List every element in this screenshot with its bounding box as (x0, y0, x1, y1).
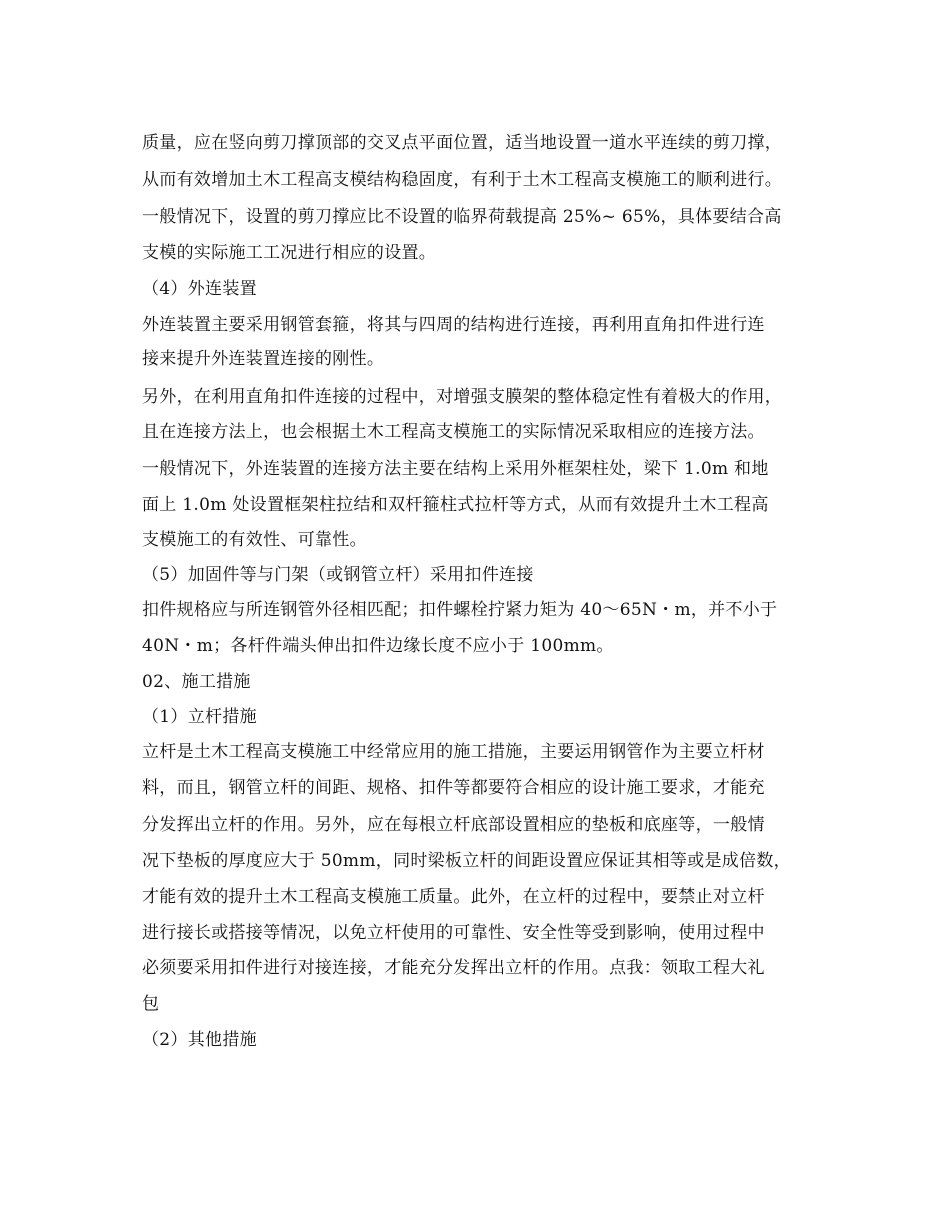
section-heading: （4）外连装置 (142, 279, 257, 299)
text-line: 质量，应在竖向剪刀撑顶部的交叉点平面位置，适当地设置一道水平连续的剪刀撑， (142, 133, 783, 153)
section-heading: （5）加固件等与门架（或钢管立杆）采用扣件连接 (142, 565, 534, 585)
text-line: 必须要采用扣件进行对接连接，才能充分发挥出立杆的作用。点我：领取工程大礼 (142, 958, 765, 978)
section-heading: 02、施工措施 (142, 672, 251, 692)
text-line: 立杆是土木工程高支模施工中经常应用的施工措施，主要运用钢管作为主要立杆材 (142, 742, 765, 762)
text-line: 才能有效的提升土木工程高支模施工质量。此外，在立杆的过程中，要禁止对立杆 (142, 887, 765, 907)
section-heading: （1）立杆措施 (142, 707, 257, 727)
text-line: 一般情况下，设置的剪刀撑应比不设置的临界荷载提高 25%~ 65%，具体要结合高 (142, 207, 782, 227)
text-line: 接来提升外连装置连接的刚性。 (142, 349, 385, 369)
text-line: 进行接长或搭接等情况，以免立杆使用的可靠性、安全性等受到影响，使用过程中 (142, 923, 765, 943)
text-line: 支模的实际施工工况进行相应的设置。 (142, 243, 437, 263)
text-line: 且在连接方法上，也会根据土木工程高支模施工的实际情况采取相应的连接方法。 (142, 422, 765, 442)
text-line: 料，而且，钢管立杆的间距、规格、扣件等都要符合相应的设计施工要求，才能充 (142, 778, 765, 798)
text-line: 分发挥出立杆的作用。另外，应在每根立杆底部设置相应的垫板和底座等，一般情 (142, 815, 765, 835)
text-line: 扣件规格应与所连钢管外径相匹配；扣件螺栓拧紧力矩为 40～65N・m，并不小于 (142, 600, 778, 620)
text-line: 一般情况下，外连装置的连接方法主要在结构上采用外框架柱处，梁下 1.0m 和地 (142, 459, 769, 479)
text-line: 从而有效增加土木工程高支模结构稳固度，有利于土木工程高支模施工的顺利进行。 (142, 170, 783, 190)
text-line: 支模施工的有效性、可靠性。 (142, 530, 367, 550)
text-line: 包 (142, 994, 160, 1014)
text-line: 况下垫板的厚度应大于 50mm，同时梁板立杆的间距设置应保证其相等或是成倍数， (142, 851, 791, 871)
text-line: 另外，在利用直角扣件连接的过程中，对增强支膜架的整体稳定性有着极大的作用， (142, 387, 783, 407)
text-line: 40N・m；各杆件端头伸出扣件边缘长度不应小于 100mm。 (142, 636, 614, 656)
text-line: 外连装置主要采用钢管套箍，将其与四周的结构进行连接，再利用直角扣件进行连 (142, 315, 765, 335)
section-heading: （2）其他措施 (142, 1030, 257, 1050)
text-line: 面上 1.0m 处设置框架柱拉结和双杆箍柱式拉杆等方式，从而有效提升土木工程高 (142, 495, 769, 515)
